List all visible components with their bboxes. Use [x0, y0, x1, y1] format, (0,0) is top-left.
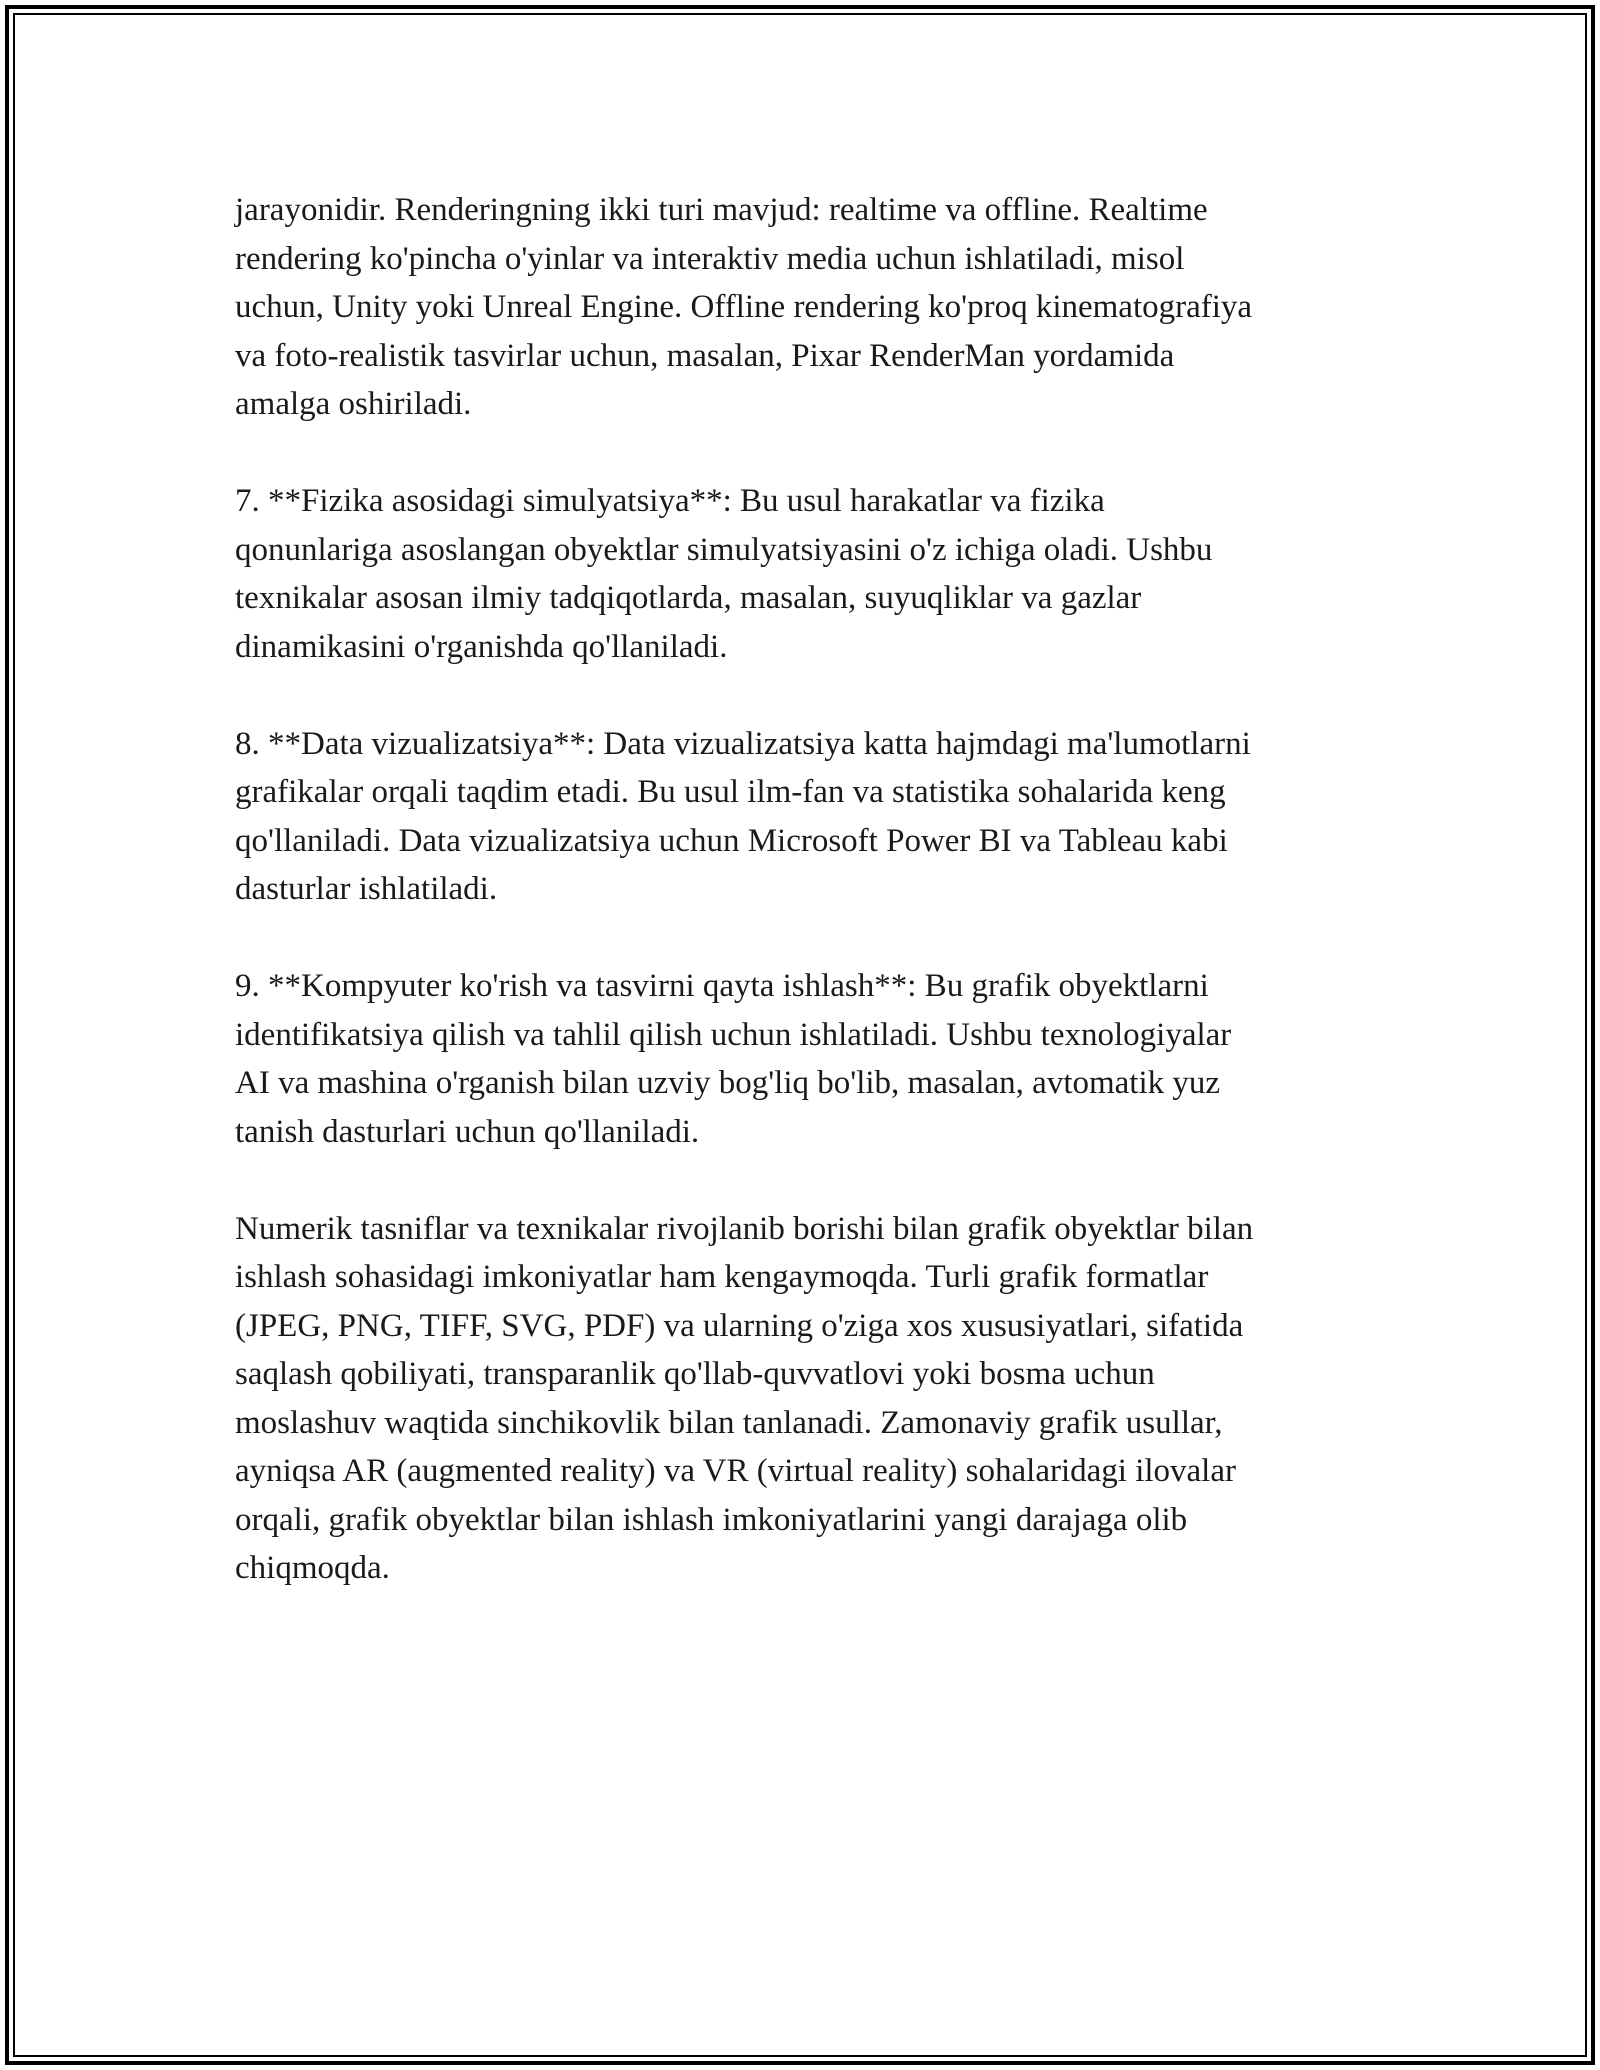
paragraph-physics-simulation: 7. **Fizika asosidagi simulyatsiya**: Bu usul harakatlar va fizika qonunlariga asoslangan obyektlar simulyatsiyasini o'z ichiga oladi. Ushbu texnikalar asosan ilmiy tadqiqotlarda, masalan, suyuqliklar va gazlar dinamikasini o'rganishda qo'llaniladi.: [235, 483, 1213, 665]
paragraph-rendering: jarayonidir. Renderingning ikki turi mavjud: realtime va offline. Realtime rendering ko'pincha o'yinlar va interaktiv media uchun ishlatiladi, misol uchun, Unity yoki Unreal Engine. Offline rendering ko'proq kinematografiya va foto-realistik tasvirlar uchun, masalan, Pixar RenderMan yordamida amalga oshiriladi.: [235, 192, 1253, 422]
paragraph-conclusion: Numerik tasniflar va texnikalar rivojlanib borishi bilan grafik obyektlar bilan ishlash sohasidagi imkoniyatlar ham kengaymoqda. Turli grafik formatlar (JPEG, PNG, TIFF, SVG, PDF) va ularning o'ziga xos xususiyatlari, sifatida saqlash qobiliyati, transparanlik qo'llab-quvvatlovi yoki bosma uchun moslashuv waqtida sinchikovlik bilan tanlanadi. Zamonaviy grafik usullar, ayniqsa AR (augmented reality) va VR (virtual reality) sohalaridagi ilovalar orqali, grafik obyektlar bilan ishlash imkoniyatlarini yangi darajaga olib chiqmoqda.: [235, 1210, 1254, 1586]
document-body: [235, 186, 1375, 1593]
paragraph-data-visualization: 8. **Data vizualizatsiya**: Data vizualizatsiya katta hajmdagi ma'lumotlarni grafikalar orqali taqdim etadi. Bu usul ilm-fan va statistika sohalarida keng qo'llaniladi. Data vizualizatsiya uchun Microsoft Power BI va Tableau kabi dasturlar ishlatiladi.: [235, 725, 1251, 907]
paragraph-computer-vision: 9. **Kompyuter ko'rish va tasvirni qayta ishlash**: Bu grafik obyektlarni identifikatsiya qilish va tahlil qilish uchun ishlatiladi. Ushbu texnologiyalar AI va mashina o'rganish bilan uzviy bog'liq bo'lib, masalan, avtomatik yuz tanish dasturlari uchun qo'llaniladi.: [235, 968, 1232, 1150]
